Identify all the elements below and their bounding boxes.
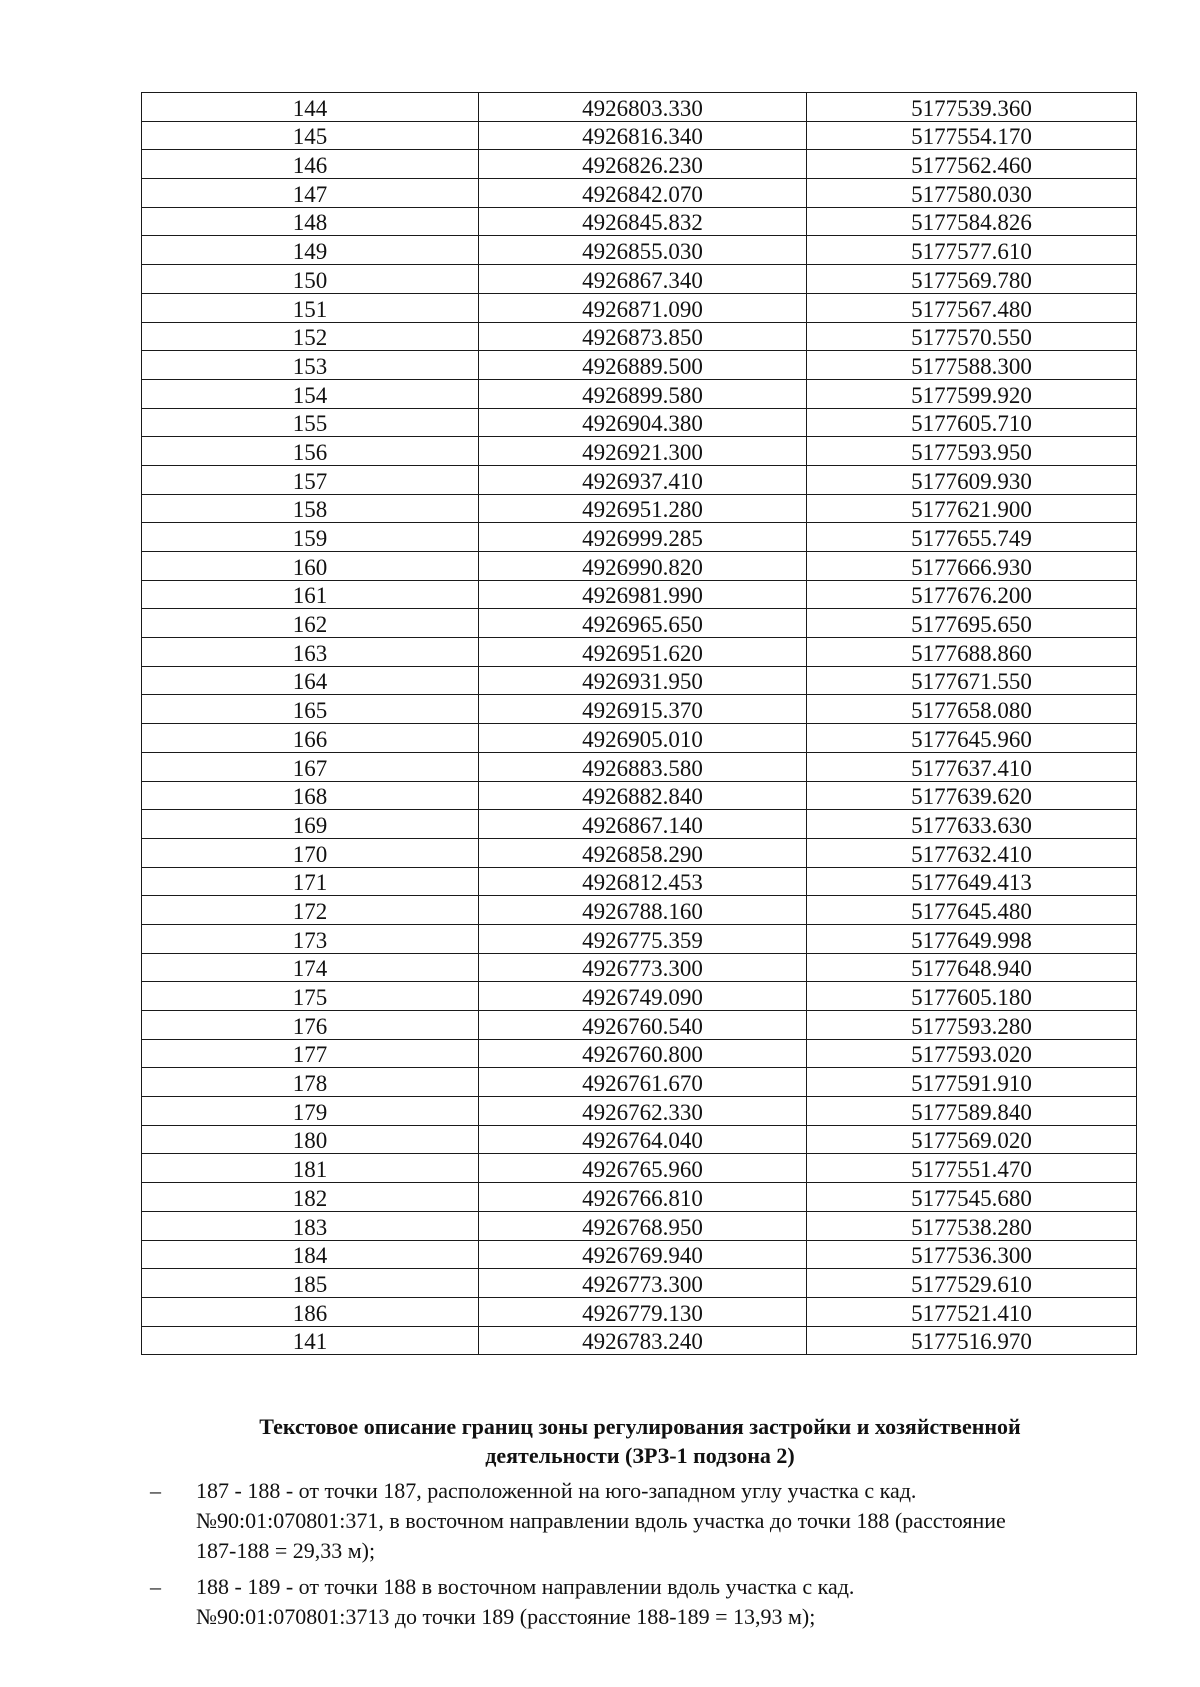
- table-row: [142, 494, 1137, 523]
- y-coordinate-cell: 5177605.180: [807, 982, 1137, 1011]
- point-number-cell: 156: [142, 437, 479, 466]
- point-number-cell: 177: [142, 1039, 479, 1068]
- x-coordinate-cell: 4926760.800: [479, 1039, 807, 1068]
- x-coordinate-cell: 4926915.370: [479, 695, 807, 724]
- x-coordinate-cell: 4926889.500: [479, 351, 807, 380]
- coordinates-table-body: [142, 93, 1137, 1355]
- x-coordinate-cell: 4926775.359: [479, 924, 807, 953]
- point-number-cell: 152: [142, 322, 479, 351]
- table-row: [142, 695, 1137, 724]
- table-row: [142, 1097, 1137, 1126]
- x-coordinate-cell: 4926858.290: [479, 838, 807, 867]
- x-coordinate-cell: 4926990.820: [479, 552, 807, 581]
- table-row: [142, 465, 1137, 494]
- table-row: [142, 1068, 1137, 1097]
- point-number-cell: 144: [142, 93, 479, 122]
- table-row: [142, 322, 1137, 351]
- table-row: [142, 953, 1137, 982]
- x-coordinate-cell: 4926826.230: [479, 150, 807, 179]
- table-row: [142, 1154, 1137, 1183]
- y-coordinate-cell: 5177538.280: [807, 1211, 1137, 1240]
- point-number-cell: 154: [142, 379, 479, 408]
- y-coordinate-cell: 5177658.080: [807, 695, 1137, 724]
- x-coordinate-cell: 4926749.090: [479, 982, 807, 1011]
- point-number-cell: 163: [142, 638, 479, 667]
- x-coordinate-cell: 4926867.340: [479, 265, 807, 294]
- section-title-line-1: Текстовое описание границ зоны регулирования застройки и хозяйственной: [259, 1414, 1021, 1439]
- point-number-cell: 176: [142, 1011, 479, 1040]
- x-coordinate-cell: 4926788.160: [479, 896, 807, 925]
- table-row: [142, 752, 1137, 781]
- point-number-cell: 145: [142, 121, 479, 150]
- y-coordinate-cell: 5177551.470: [807, 1154, 1137, 1183]
- y-coordinate-cell: 5177545.680: [807, 1183, 1137, 1212]
- x-coordinate-cell: 4926873.850: [479, 322, 807, 351]
- description-line: 188 - 189 - от точки 188 в восточном направлении вдоль участка с кад.: [196, 1574, 855, 1599]
- table-row: [142, 609, 1137, 638]
- table-row: [142, 437, 1137, 466]
- table-row: [142, 179, 1137, 208]
- y-coordinate-cell: 5177588.300: [807, 351, 1137, 380]
- table-row: [142, 265, 1137, 294]
- y-coordinate-cell: 5177521.410: [807, 1297, 1137, 1326]
- y-coordinate-cell: 5177671.550: [807, 666, 1137, 695]
- table-row: [142, 1039, 1137, 1068]
- x-coordinate-cell: 4926883.580: [479, 752, 807, 781]
- point-number-cell: 166: [142, 724, 479, 753]
- point-number-cell: 170: [142, 838, 479, 867]
- y-coordinate-cell: 5177621.900: [807, 494, 1137, 523]
- table-row: [142, 810, 1137, 839]
- point-number-cell: 151: [142, 293, 479, 322]
- point-number-cell: 183: [142, 1211, 479, 1240]
- y-coordinate-cell: 5177529.610: [807, 1269, 1137, 1298]
- x-coordinate-cell: 4926855.030: [479, 236, 807, 265]
- point-number-cell: 168: [142, 781, 479, 810]
- table-row: [142, 121, 1137, 150]
- y-coordinate-cell: 5177639.620: [807, 781, 1137, 810]
- y-coordinate-cell: 5177676.200: [807, 580, 1137, 609]
- y-coordinate-cell: 5177599.920: [807, 379, 1137, 408]
- point-number-cell: 167: [142, 752, 479, 781]
- y-coordinate-cell: 5177605.710: [807, 408, 1137, 437]
- x-coordinate-cell: 4926951.280: [479, 494, 807, 523]
- y-coordinate-cell: 5177637.410: [807, 752, 1137, 781]
- point-number-cell: 180: [142, 1125, 479, 1154]
- y-coordinate-cell: 5177593.950: [807, 437, 1137, 466]
- point-number-cell: 158: [142, 494, 479, 523]
- x-coordinate-cell: 4926899.580: [479, 379, 807, 408]
- table-row: [142, 924, 1137, 953]
- x-coordinate-cell: 4926981.990: [479, 580, 807, 609]
- y-coordinate-cell: 5177591.910: [807, 1068, 1137, 1097]
- y-coordinate-cell: 5177645.480: [807, 896, 1137, 925]
- point-number-cell: 169: [142, 810, 479, 839]
- y-coordinate-cell: 5177593.020: [807, 1039, 1137, 1068]
- table-row: [142, 408, 1137, 437]
- table-row: [142, 1183, 1137, 1212]
- x-coordinate-cell: 4926999.285: [479, 523, 807, 552]
- y-coordinate-cell: 5177632.410: [807, 838, 1137, 867]
- point-number-cell: 184: [142, 1240, 479, 1269]
- point-number-cell: 185: [142, 1269, 479, 1298]
- section-title-line-2: деятельности (ЗРЗ-1 подзона 2): [485, 1443, 795, 1468]
- table-row: [142, 523, 1137, 552]
- y-coordinate-cell: 5177580.030: [807, 179, 1137, 208]
- point-number-cell: 159: [142, 523, 479, 552]
- point-number-cell: 150: [142, 265, 479, 294]
- y-coordinate-cell: 5177570.550: [807, 322, 1137, 351]
- point-number-cell: 181: [142, 1154, 479, 1183]
- point-number-cell: 186: [142, 1297, 479, 1326]
- description-item-2: [150, 1572, 1150, 1632]
- description-line: №90:01:070801:3713 до точки 189 (расстояние 188-189 = 13,93 м);: [196, 1604, 816, 1629]
- table-row: [142, 781, 1137, 810]
- point-number-cell: 148: [142, 207, 479, 236]
- y-coordinate-cell: 5177645.960: [807, 724, 1137, 753]
- x-coordinate-cell: 4926768.950: [479, 1211, 807, 1240]
- point-number-cell: 175: [142, 982, 479, 1011]
- point-number-cell: 171: [142, 867, 479, 896]
- x-coordinate-cell: 4926766.810: [479, 1183, 807, 1212]
- boundary-description-list: [150, 1476, 1150, 1638]
- list-dash: –: [150, 1574, 161, 1599]
- y-coordinate-cell: 5177648.940: [807, 953, 1137, 982]
- y-coordinate-cell: 5177633.630: [807, 810, 1137, 839]
- x-coordinate-cell: 4926845.832: [479, 207, 807, 236]
- point-number-cell: 165: [142, 695, 479, 724]
- y-coordinate-cell: 5177577.610: [807, 236, 1137, 265]
- y-coordinate-cell: 5177649.998: [807, 924, 1137, 953]
- list-dash: –: [150, 1478, 161, 1503]
- y-coordinate-cell: 5177609.930: [807, 465, 1137, 494]
- x-coordinate-cell: 4926931.950: [479, 666, 807, 695]
- point-number-cell: 160: [142, 552, 479, 581]
- table-row: [142, 1125, 1137, 1154]
- point-number-cell: 141: [142, 1326, 479, 1355]
- point-number-cell: 147: [142, 179, 479, 208]
- y-coordinate-cell: 5177649.413: [807, 867, 1137, 896]
- y-coordinate-cell: 5177655.749: [807, 523, 1137, 552]
- x-coordinate-cell: 4926965.650: [479, 609, 807, 638]
- y-coordinate-cell: 5177516.970: [807, 1326, 1137, 1355]
- point-number-cell: 173: [142, 924, 479, 953]
- x-coordinate-cell: 4926765.960: [479, 1154, 807, 1183]
- y-coordinate-cell: 5177688.860: [807, 638, 1137, 667]
- point-number-cell: 146: [142, 150, 479, 179]
- table-row: [142, 1326, 1137, 1355]
- description-line: №90:01:070801:371, в восточном направлении вдоль участка до точки 188 (расстояние: [196, 1508, 1006, 1533]
- description-item-1: [150, 1476, 1150, 1566]
- table-row: [142, 1011, 1137, 1040]
- y-coordinate-cell: 5177666.930: [807, 552, 1137, 581]
- y-coordinate-cell: 5177539.360: [807, 93, 1137, 122]
- y-coordinate-cell: 5177589.840: [807, 1097, 1137, 1126]
- table-row: [142, 93, 1137, 122]
- x-coordinate-cell: 4926783.240: [479, 1326, 807, 1355]
- point-number-cell: 157: [142, 465, 479, 494]
- table-row: [142, 638, 1137, 667]
- x-coordinate-cell: 4926867.140: [479, 810, 807, 839]
- y-coordinate-cell: 5177569.020: [807, 1125, 1137, 1154]
- point-number-cell: 162: [142, 609, 479, 638]
- x-coordinate-cell: 4926882.840: [479, 781, 807, 810]
- table-row: [142, 236, 1137, 265]
- x-coordinate-cell: 4926773.300: [479, 1269, 807, 1298]
- point-number-cell: 178: [142, 1068, 479, 1097]
- x-coordinate-cell: 4926762.330: [479, 1097, 807, 1126]
- y-coordinate-cell: 5177567.480: [807, 293, 1137, 322]
- table-row: [142, 1211, 1137, 1240]
- table-row: [142, 207, 1137, 236]
- table-row: [142, 552, 1137, 581]
- table-row: [142, 379, 1137, 408]
- point-number-cell: 164: [142, 666, 479, 695]
- x-coordinate-cell: 4926761.670: [479, 1068, 807, 1097]
- y-coordinate-cell: 5177584.826: [807, 207, 1137, 236]
- table-row: [142, 838, 1137, 867]
- table-row: [142, 724, 1137, 753]
- point-number-cell: 172: [142, 896, 479, 925]
- x-coordinate-cell: 4926937.410: [479, 465, 807, 494]
- x-coordinate-cell: 4926905.010: [479, 724, 807, 753]
- table-row: [142, 580, 1137, 609]
- x-coordinate-cell: 4926816.340: [479, 121, 807, 150]
- table-row: [142, 1240, 1137, 1269]
- x-coordinate-cell: 4926921.300: [479, 437, 807, 466]
- point-number-cell: 174: [142, 953, 479, 982]
- y-coordinate-cell: 5177695.650: [807, 609, 1137, 638]
- x-coordinate-cell: 4926803.330: [479, 93, 807, 122]
- point-number-cell: 179: [142, 1097, 479, 1126]
- table-row: [142, 351, 1137, 380]
- x-coordinate-cell: 4926773.300: [479, 953, 807, 982]
- x-coordinate-cell: 4926760.540: [479, 1011, 807, 1040]
- x-coordinate-cell: 4926951.620: [479, 638, 807, 667]
- table-row: [142, 1269, 1137, 1298]
- table-row: [142, 150, 1137, 179]
- x-coordinate-cell: 4926812.453: [479, 867, 807, 896]
- table-row: [142, 1297, 1137, 1326]
- x-coordinate-cell: 4926871.090: [479, 293, 807, 322]
- table-row: [142, 867, 1137, 896]
- x-coordinate-cell: 4926904.380: [479, 408, 807, 437]
- table-row: [142, 293, 1137, 322]
- section-title: [150, 1412, 1130, 1470]
- x-coordinate-cell: 4926764.040: [479, 1125, 807, 1154]
- table-row: [142, 896, 1137, 925]
- y-coordinate-cell: 5177562.460: [807, 150, 1137, 179]
- point-number-cell: 155: [142, 408, 479, 437]
- description-line: 187-188 = 29,33 м);: [196, 1538, 376, 1563]
- point-number-cell: 161: [142, 580, 479, 609]
- x-coordinate-cell: 4926769.940: [479, 1240, 807, 1269]
- y-coordinate-cell: 5177536.300: [807, 1240, 1137, 1269]
- description-line: 187 - 188 - от точки 187, расположенной на юго-западном углу участка с кад.: [196, 1478, 917, 1503]
- table-row: [142, 982, 1137, 1011]
- y-coordinate-cell: 5177569.780: [807, 265, 1137, 294]
- point-number-cell: 153: [142, 351, 479, 380]
- x-coordinate-cell: 4926842.070: [479, 179, 807, 208]
- x-coordinate-cell: 4926779.130: [479, 1297, 807, 1326]
- point-number-cell: 149: [142, 236, 479, 265]
- table-row: [142, 666, 1137, 695]
- y-coordinate-cell: 5177593.280: [807, 1011, 1137, 1040]
- y-coordinate-cell: 5177554.170: [807, 121, 1137, 150]
- coordinates-table: [141, 92, 1137, 1355]
- point-number-cell: 182: [142, 1183, 479, 1212]
